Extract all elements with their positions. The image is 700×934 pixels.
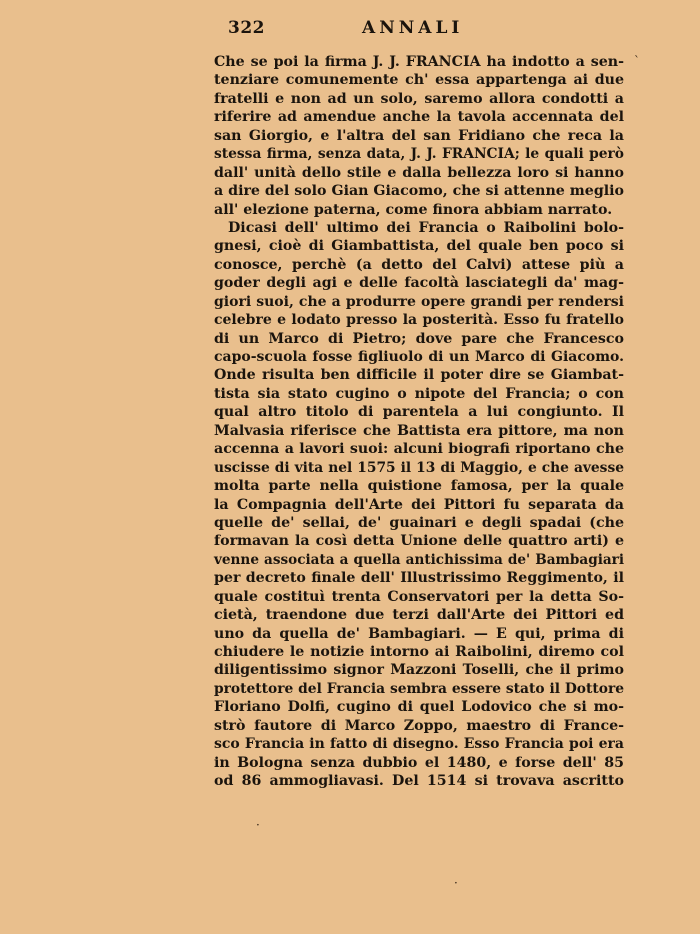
body-text bbox=[214, 53, 624, 791]
text-line: venne associata a quella antichissima de' Bambagiari bbox=[214, 551, 624, 568]
text-line: Dicasi dell' ultimo dei Francia o Raibolini bolo- bbox=[228, 219, 624, 236]
text-line: qual altro titolo di parentela a lui congiunto. Il bbox=[214, 404, 624, 421]
text-line: gnesi, cioè di Giambattista, del quale ben poco si bbox=[214, 238, 624, 255]
text-line: a dire del solo Gian Giacomo, che si attenne meglio bbox=[214, 183, 624, 200]
text-line: chiudere le notizie intorno ai Raibolini, diremo col bbox=[214, 644, 624, 660]
text-line: accenna a lavori suoi: alcuni biografi riportano che bbox=[214, 441, 624, 458]
text-line: all' elezione paterna, come finora abbiam narrato. bbox=[214, 201, 613, 218]
text-line: Onde risulta ben difficile il poter dire se Giambat- bbox=[214, 367, 624, 384]
page-number: 322 bbox=[228, 18, 265, 38]
text-line: san Giorgio, e l'altra del san Fridiano che reca la bbox=[214, 127, 624, 144]
text-line: di un Marco di Pietro; dove pare che Francesco bbox=[214, 330, 624, 347]
text-line: tista sia stato cugino o nipote del Francia; o con bbox=[214, 385, 624, 402]
text-line: giori suoi, che a produrre opere grandi per rendersi bbox=[214, 293, 624, 310]
text-line: fratelli e non ad un solo, saremo allora condotti a bbox=[214, 90, 624, 107]
text-line: uscisse di vita nel 1575 il 13 di Maggio, e che avesse bbox=[214, 459, 624, 476]
paper-speck: · bbox=[454, 876, 458, 890]
text-line: in Bologna senza dubbio el 1480, e forse dell' 85 bbox=[214, 754, 624, 771]
paper-speck: ` bbox=[634, 54, 640, 68]
text-line: capo-scuola fosse figliuolo di un Marco di Giacomo. bbox=[214, 349, 624, 365]
text-line: riferire ad amendue anche la tavola accennata del bbox=[214, 109, 624, 126]
page-header bbox=[214, 18, 624, 42]
text-line: protettore del Francia sembra essere stato il Dottore bbox=[214, 680, 624, 697]
text-line: la Compagnia dell'Arte dei Pittori fu separata da bbox=[214, 496, 624, 513]
paper-speck: · bbox=[256, 818, 260, 832]
text-line: quale costituì trenta Conservatori per la detta So- bbox=[214, 588, 624, 605]
text-line: Floriano Dolfi, cugino di quel Lodovico che si mo- bbox=[214, 699, 624, 716]
text-line: celebre e lodato presso la posterità. Esso fu fratello bbox=[214, 312, 624, 329]
running-title: ANNALI bbox=[362, 18, 464, 38]
text-line: strò fautore di Marco Zoppo, maestro di France- bbox=[214, 717, 624, 734]
text-line: Che se poi la firma J. J. FRANCIA ha indotto a sen- bbox=[214, 54, 624, 70]
text-line: conosce, perchè (a detto del Calvi) attese più a bbox=[214, 256, 624, 273]
text-line: quelle de' sellai, de' guainari e degli spadai (che bbox=[214, 514, 624, 531]
text-line: sco Francia in fatto di disegno. Esso Francia poi era bbox=[214, 736, 624, 753]
text-line: formavan la così detta Unione delle quattro arti) e bbox=[214, 533, 624, 550]
text-line: tenziare comunemente ch' essa appartenga ai due bbox=[214, 72, 624, 89]
text-line: per decreto finale dell' Illustrissimo Reggimento, il bbox=[214, 570, 624, 587]
text-line: diligentissimo signor Mazzoni Toselli, che il primo bbox=[214, 662, 624, 679]
text-line: Malvasia riferisce che Battista era pittore, ma non bbox=[214, 422, 624, 439]
text-line: cietà, traendone due terzi dall'Arte dei Pittori ed bbox=[214, 607, 624, 624]
text-line: od 86 ammogliavasi. Del 1514 si trovava ascritto bbox=[214, 773, 624, 790]
text-line: molta parte nella quistione famosa, per la quale bbox=[214, 478, 624, 495]
text-line: goder degli agi e delle facoltà lasciategli da' mag- bbox=[214, 275, 624, 292]
text-line: stessa firma, senza data, J. J. FRANCIA; le quali però bbox=[214, 146, 624, 163]
text-line: uno da quella de' Bambagiari. — E qui, prima di bbox=[214, 625, 624, 642]
text-line: dall' unità dello stile e dalla bellezza loro si hanno bbox=[214, 164, 624, 181]
